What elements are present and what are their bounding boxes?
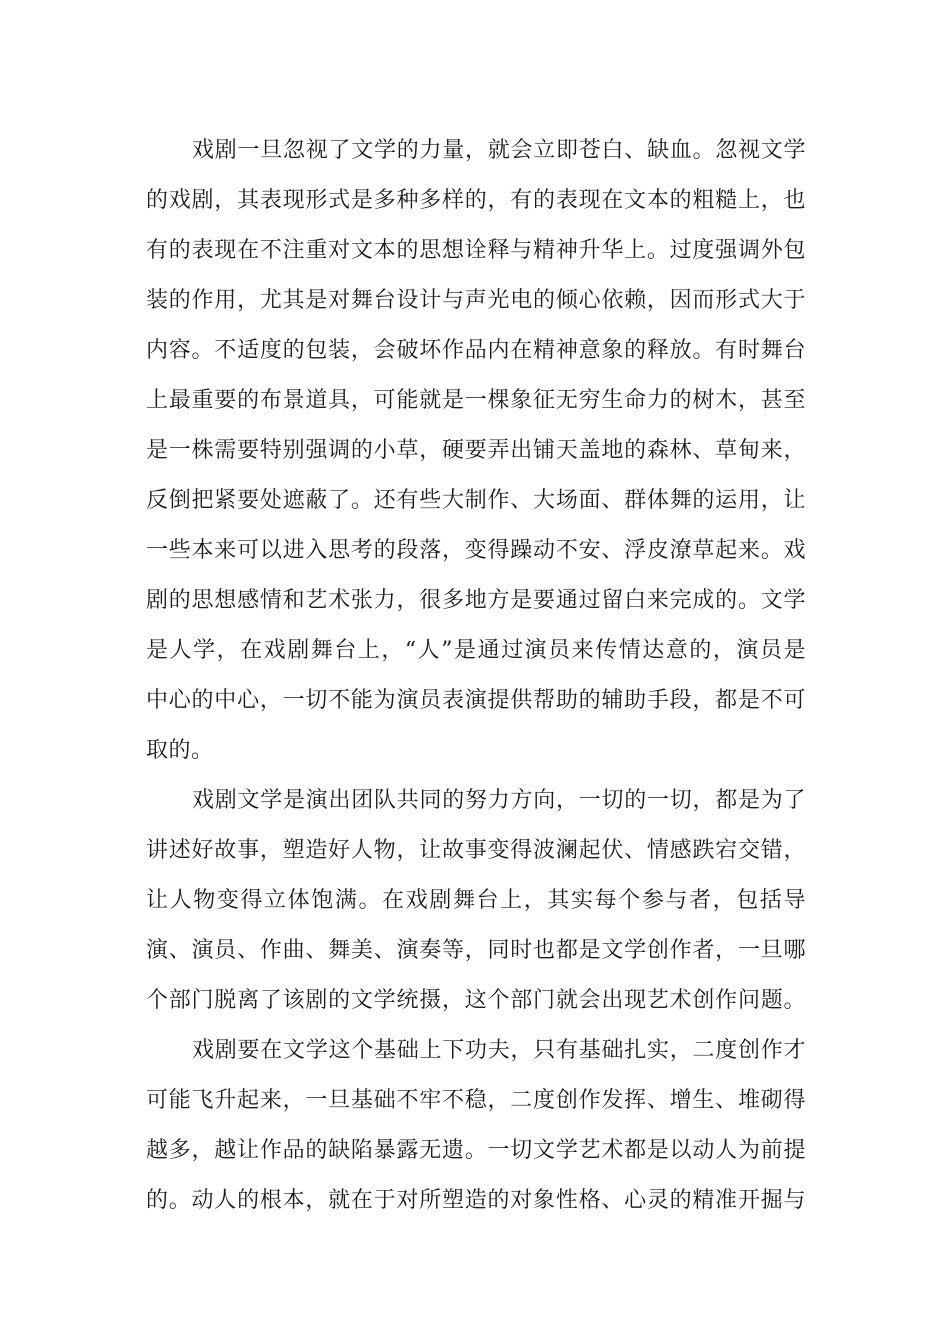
paragraph-3-line-2: 可能飞升起来，一旦基础不牢不稳，二度创作发挥、增生、堆砌得: [146, 1088, 806, 1113]
paragraph-1-line-10: 剧的思想感情和艺术张力，很多地方是要通过留白来完成的。文学: [146, 588, 806, 613]
paragraph-1-line-7: 是一株需要特别强调的小草，硬要弄出铺天盖地的森林、草甸来，: [146, 438, 806, 463]
paragraph-2-line-3: 让人物变得立体饱满。在戏剧舞台上，其实每个参与者，包括导: [146, 888, 806, 913]
paragraph-2-line-5: 个部门脱离了该剧的文学统摄，这个部门就会出现艺术创作问题。: [146, 988, 806, 1013]
paragraph-1-line-5: 内容。不适度的包装，会破坏作品内在精神意象的释放。有时舞台: [146, 338, 806, 363]
paragraph-2-line-1: 戏剧文学是演出团队共同的努力方向，一切的一切，都是为了: [192, 788, 806, 813]
paragraph-2-line-2: 讲述好故事，塑造好人物，让故事变得波澜起伏、情感跌宕交错，: [146, 838, 806, 863]
paragraph-3-line-3: 越多，越让作品的缺陷暴露无遗。一切文学艺术都是以动人为前提: [146, 1138, 806, 1163]
paragraph-1-line-9: 一些本来可以进入思考的段落，变得躁动不安、浮皮潦草起来。戏: [146, 538, 806, 563]
paragraph-1-line-8: 反倒把紧要处遮蔽了。还有些大制作、大场面、群体舞的运用，让: [146, 488, 806, 513]
paragraph-1-line-13: 取的。: [146, 738, 214, 763]
paragraph-3-line-4: 的。动人的根本，就在于对所塑造的对象性格、心灵的精准开掘与: [146, 1188, 806, 1213]
paragraph-1-line-12: 中心的中心，一切不能为演员表演提供帮助的辅助手段，都是不可: [146, 688, 806, 713]
paragraph-1-line-2: 的戏剧，其表现形式是多种多样的，有的表现在文本的粗糙上，也: [146, 188, 806, 213]
paragraph-2-line-4: 演、演员、作曲、舞美、演奏等，同时也都是文学创作者，一旦哪: [146, 938, 806, 963]
paragraph-1-line-6: 上最重要的布景道具，可能就是一棵象征无穷生命力的树木，甚至: [146, 388, 806, 413]
paragraph-1-line-3: 有的表现在不注重对文本的思想诠释与精神升华上。过度强调外包: [146, 238, 806, 263]
paragraph-3-line-1: 戏剧要在文学这个基础上下功夫，只有基础扎实，二度创作才: [192, 1038, 806, 1063]
paragraph-1-line-11: 是人学，在戏剧舞台上，“人”是通过演员来传情达意的，演员是: [146, 638, 806, 663]
paragraph-1-line-1: 戏剧一旦忽视了文学的力量，就会立即苍白、缺血。忽视文学: [192, 138, 806, 163]
paragraph-1-line-4: 装的作用，尤其是对舞台设计与声光电的倾心依赖，因而形式大于: [146, 288, 806, 313]
